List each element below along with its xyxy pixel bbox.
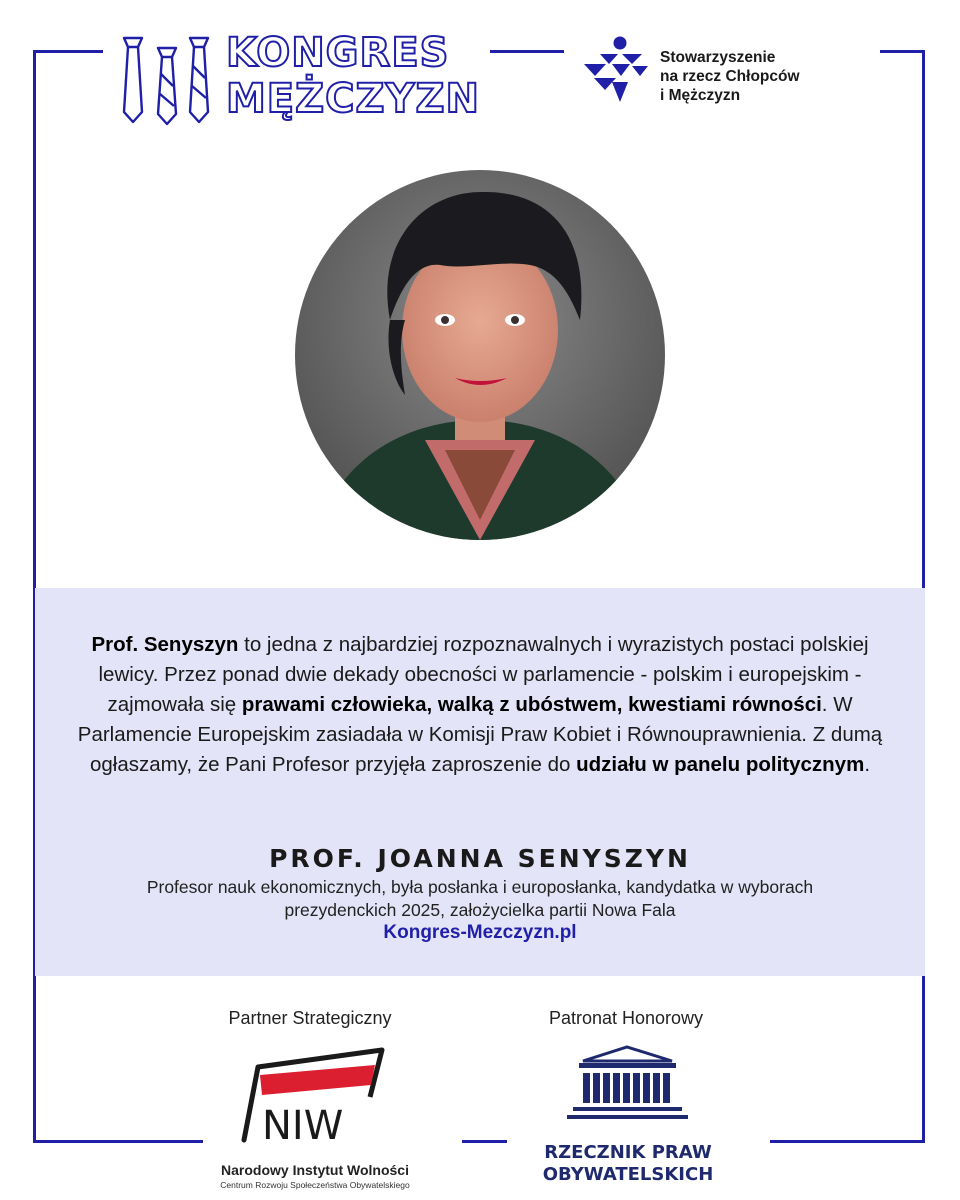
org-name-line3: i Mężczyzn: [660, 87, 741, 104]
org-name-line1: Stowarzyszenie: [660, 49, 776, 66]
bio-highlight: prawami człowieka, walką z ubóstwem, kwestiami równości: [241, 693, 822, 716]
tie-icon: [120, 34, 220, 126]
frame-top-middle: [490, 50, 564, 53]
rpo-logo: [565, 1045, 690, 1135]
bio-text: [65, 630, 895, 780]
event-title: [226, 30, 480, 122]
speaker-name: PROF. JOANNA SENYSZYN: [269, 844, 691, 873]
org-logo: [582, 34, 872, 106]
bio-panel: [35, 588, 925, 976]
bio-highlight: Prof. Senyszyn: [91, 633, 239, 656]
bio-highlight: udziału w panelu politycznym: [576, 753, 865, 776]
niw-subtitle: Centrum Rozwoju Społeczeństwa Obywatelskiego: [220, 1180, 410, 1190]
frame-top-right: [880, 50, 925, 53]
speaker-description: Profesor nauk ekonomicznych, była posłanka i europosłanka, kandydatka w wyborach prezydenckich 2025, założycielka partii Nowa Fala: [146, 877, 814, 920]
portrait-image: [295, 170, 665, 540]
org-name-line2: na rzecz Chłopców: [660, 68, 800, 85]
website-link[interactable]: Kongres-Mezczyzn.pl: [383, 922, 577, 943]
frame-top-left: [33, 50, 103, 53]
niw-logo: [232, 1045, 392, 1150]
event-title-line1: KONGRES: [226, 30, 450, 76]
bio-segment: . W Parlamencie Europejskim zasiadała w Komisji Praw Kobiet i Równouprawnienia. Z dumą ogłaszamy, że Pani Profesor przyjęła zaproszenie do: [77, 693, 883, 776]
bio-segment: to jedna z najbardziej rozpoznawalnych i wyrazistych postaci polskiej lewicy. Przez ponad dwie dekady obecności w parlamencie - polskim i europejskim - zajmowała się: [98, 633, 869, 716]
strategic-partner-label: Partner Strategiczny: [228, 1008, 392, 1028]
niw-name: Narodowy Instytut Wolności: [221, 1162, 409, 1178]
frame-bottom-left: [33, 1140, 203, 1143]
niw-logo-text: NIW: [262, 1103, 344, 1149]
bio-segment: .: [864, 753, 871, 776]
speaker-portrait: [295, 170, 665, 540]
frame-bottom-right: [770, 1140, 925, 1143]
rpo-name: [500, 1142, 756, 1186]
rpo-name-line1: RZECZNIK PRAW: [544, 1142, 712, 1163]
honorary-patronage-label: Patronat Honorowy: [548, 1008, 704, 1028]
event-title-line2: MĘŻCZYZN: [226, 76, 480, 122]
org-name: [660, 48, 800, 105]
event-logo: [120, 30, 480, 130]
diamond-figure-icon: [582, 34, 652, 104]
rpo-name-line2: OBYWATELSKICH: [542, 1164, 714, 1185]
